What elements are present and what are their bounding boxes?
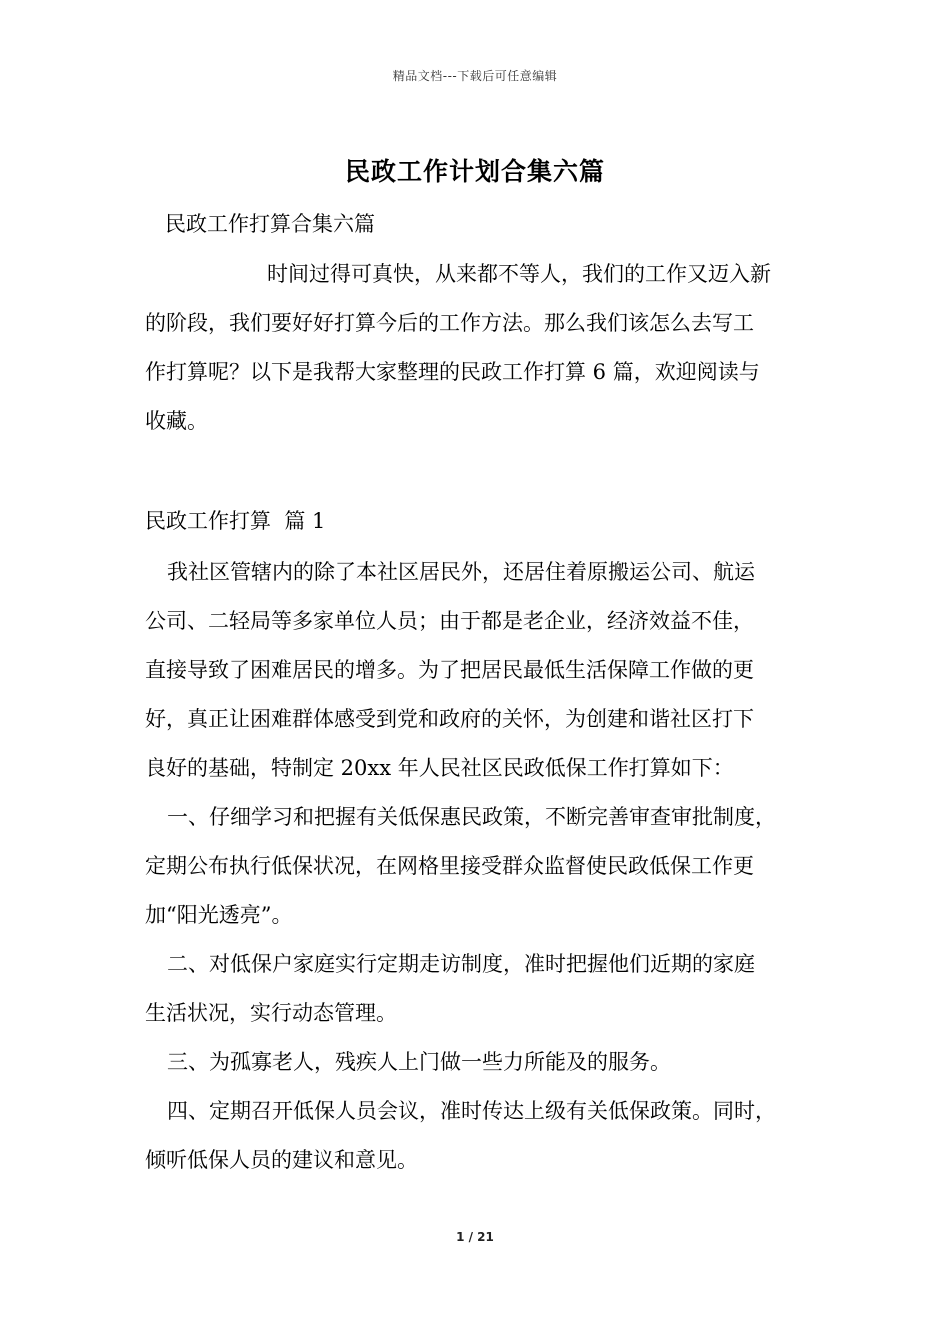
- intro-line: 时间过得可真快，从来都不等人，我们的工作又迈入新: [267, 262, 771, 286]
- document-title: 民政工作计划合集六篇: [344, 157, 605, 186]
- body-line: 倾听低保人员的建议和意见。: [145, 1148, 418, 1172]
- intro-line: 的阶段，我们要好好打算今后的工作方法。那么我们该怎么去写工: [145, 311, 754, 335]
- body-line: 直接导致了困难居民的增多。为了把居民最低生活保障工作做的更: [145, 658, 754, 682]
- body-line: 我社区管辖内的除了本社区居民外，还居住着原搬运公司、航运: [167, 560, 755, 584]
- intro-line: 作打算呢？以下是我帮大家整理的民政工作打算 6 篇，欢迎阅读与: [145, 360, 760, 384]
- page-number: 1 / 21: [456, 1230, 494, 1244]
- section-body: [145, 548, 825, 1185]
- section-heading-block: [145, 497, 825, 546]
- body-line: 公司、二轻局等多家单位人员；由于都是老企业，经济效益不佳，: [145, 609, 754, 633]
- intro-paragraph: [145, 250, 825, 446]
- body-line: 二、对低保户家庭实行定期走访制度，准时把握他们近期的家庭: [167, 952, 755, 976]
- body-line: 好，真正让困难群体感受到党和政府的关怀，为创建和谐社区打下: [145, 707, 754, 731]
- subtitle: [145, 200, 825, 249]
- header-note: 精品文档---下载后可任意编辑: [392, 69, 558, 83]
- body-line: 四、定期召开低保人员会议，准时传达上级有关低保政策。同时，: [167, 1099, 776, 1123]
- body-line: 生活状况，实行动态管理。: [145, 1001, 397, 1025]
- body-line: 良好的基础，特制定 20xx 年人民社区民政低保工作打算如下：: [145, 756, 734, 780]
- subtitle-line: 民政工作打算合集六篇: [165, 212, 375, 236]
- body-line: 定期公布执行低保状况，在网格里接受群众监督使民政低保工作更: [145, 854, 754, 878]
- body-line: 三、为孤寡老人，残疾人上门做一些力所能及的服务。: [167, 1050, 671, 1074]
- body-line: 一、仔细学习和把握有关低保惠民政策，不断完善审查审批制度，: [167, 805, 776, 829]
- section-heading: 民政工作打算 篇 1: [145, 509, 326, 533]
- body-line: 加“阳光透亮”。: [145, 903, 293, 927]
- intro-line: 收藏。: [145, 409, 208, 433]
